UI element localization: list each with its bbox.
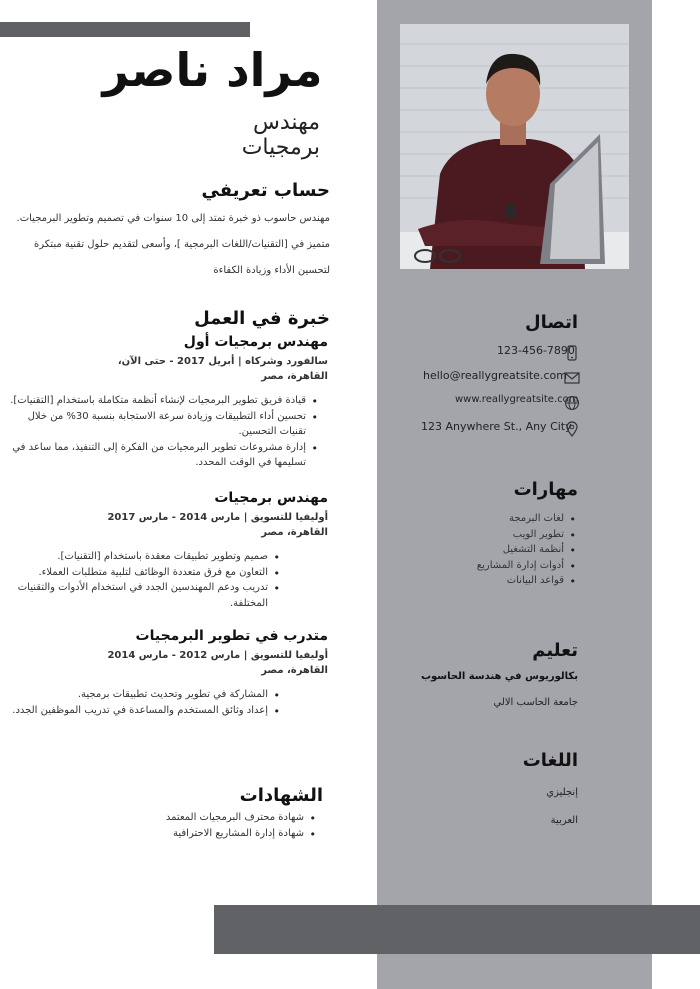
contact-heading: اتصال [524, 312, 578, 333]
job-entry [8, 334, 328, 471]
job-title: مهندس برمجيات [241, 110, 320, 160]
profile-photo [400, 24, 629, 269]
website-text[interactable]: www.reallygreatsite.com [455, 394, 579, 405]
list-item: • قواعد البيانات [414, 573, 564, 589]
list-item: • شهادة محترف البرمجيات المعتمد [44, 810, 304, 826]
contact-phone [420, 344, 580, 362]
education-heading: تعليم [532, 640, 578, 661]
list-item: • تحسين أداء التطبيقات وزيادة سرعة الاستجابة بنسبة 30% من خلال تقنيات التحسين. [8, 409, 306, 440]
address-text: 123 Anywhere St., Any City [421, 420, 572, 433]
email-text[interactable]: hello@reallygreatsite.com [423, 369, 567, 382]
job-company-dates: أوليفيا للتسويق | مارس 2012 - مارس 2014 [107, 650, 328, 661]
list-item: • شهادة إدارة المشاريع الاحترافية [44, 826, 304, 842]
profile-line: متميز في [التقنيات/اللغات البرمجية ]، وأسعى لتقديم حلول تقنية مبتكرة [34, 239, 330, 250]
list-item: • إدارة مشروعات تطوير البرمجيات من الفكرة إلى التنفيذ، مما ساعد في تسليمها في الوقت المحدد. [8, 440, 306, 471]
mail-icon [564, 370, 580, 386]
person-name: مراد ناصر [102, 43, 323, 97]
list-item: • المشاركة في تطوير وتحديث تطبيقات برمجية. [8, 687, 268, 703]
certificates-list [44, 810, 318, 841]
job-title: متدرب في تطوير البرمجيات [135, 628, 328, 644]
job-entry [8, 628, 328, 718]
profile-heading: حساب تعريفي [201, 180, 330, 201]
list-item: • قيادة فريق تطوير البرمجيات لإنشاء أنظمة متكاملة باستخدام [التقنيات]. [8, 393, 306, 409]
bottom-decor-bar [214, 905, 700, 954]
experience-heading: خبرة في العمل [194, 308, 330, 329]
job-company-dates: أوليفيا للتسويق | مارس 2014 - مارس 2017 [107, 512, 328, 523]
skills-list [414, 511, 578, 589]
job-location: القاهرة، مصر [261, 665, 328, 676]
watermark-logo: حراج [654, 966, 688, 982]
contact-email [420, 369, 580, 387]
job-entry [8, 490, 328, 611]
job-location: القاهرة، مصر [261, 371, 328, 382]
top-decor-bar [0, 22, 250, 37]
job-bullets [8, 393, 328, 471]
list-item: • أنظمة التشغيل [414, 542, 564, 558]
profile-text [10, 206, 330, 284]
job-title: مهندس برمجيات أول [183, 334, 328, 350]
phone-text: 123-456-7890 [497, 344, 575, 357]
job-bullets [8, 687, 328, 718]
job-title: مهندس برمجيات [214, 490, 328, 506]
language-item: إنجليزي [546, 787, 578, 798]
location-pin-icon [564, 421, 580, 437]
job-bullets [8, 549, 328, 611]
phone-icon [564, 345, 580, 361]
certificates-heading: الشهادات [239, 785, 323, 806]
job-company-dates: سالفورد وشركاه | أبريل 2017 - حتى الآن، [117, 356, 328, 367]
list-item: • تطوير الويب [414, 527, 564, 543]
languages-heading: اللغات [522, 750, 578, 771]
list-item: • إعداد وثائق المستخدم والمساعدة في تدريب الموظفين الجدد. [8, 703, 268, 719]
skills-heading: مهارات [513, 479, 578, 500]
list-item: • أدوات إدارة المشاريع [414, 558, 564, 574]
list-item: • التعاون مع فرق متعددة الوظائف لتلبية متطلبات العملاء. [8, 565, 268, 581]
profile-line: مهندس حاسوب ذو خبرة تمتد إلى 10 سنوات في تصميم وتطوير البرمجيات. [16, 213, 330, 224]
profile-line: لتحسين الأداء وزيادة الكفاءة [213, 265, 330, 276]
education-university: جامعة الحاسب الالي [493, 697, 578, 708]
contact-website [420, 394, 580, 412]
contact-address [420, 420, 580, 438]
globe-icon [564, 395, 580, 411]
education-degree: بكالوريوس في هندسة الحاسوب [420, 671, 578, 682]
list-item: • تدريب ودعم المهندسين الجدد في استخدام الأدوات والتقنيات المختلفة. [8, 580, 268, 611]
job-location: القاهرة، مصر [261, 527, 328, 538]
language-item: العربية [550, 815, 578, 826]
list-item: • صميم وتطوير تطبيقات معقدة باستخدام [التقنيات]. [8, 549, 268, 565]
list-item: • لغات البرمجة [414, 511, 564, 527]
